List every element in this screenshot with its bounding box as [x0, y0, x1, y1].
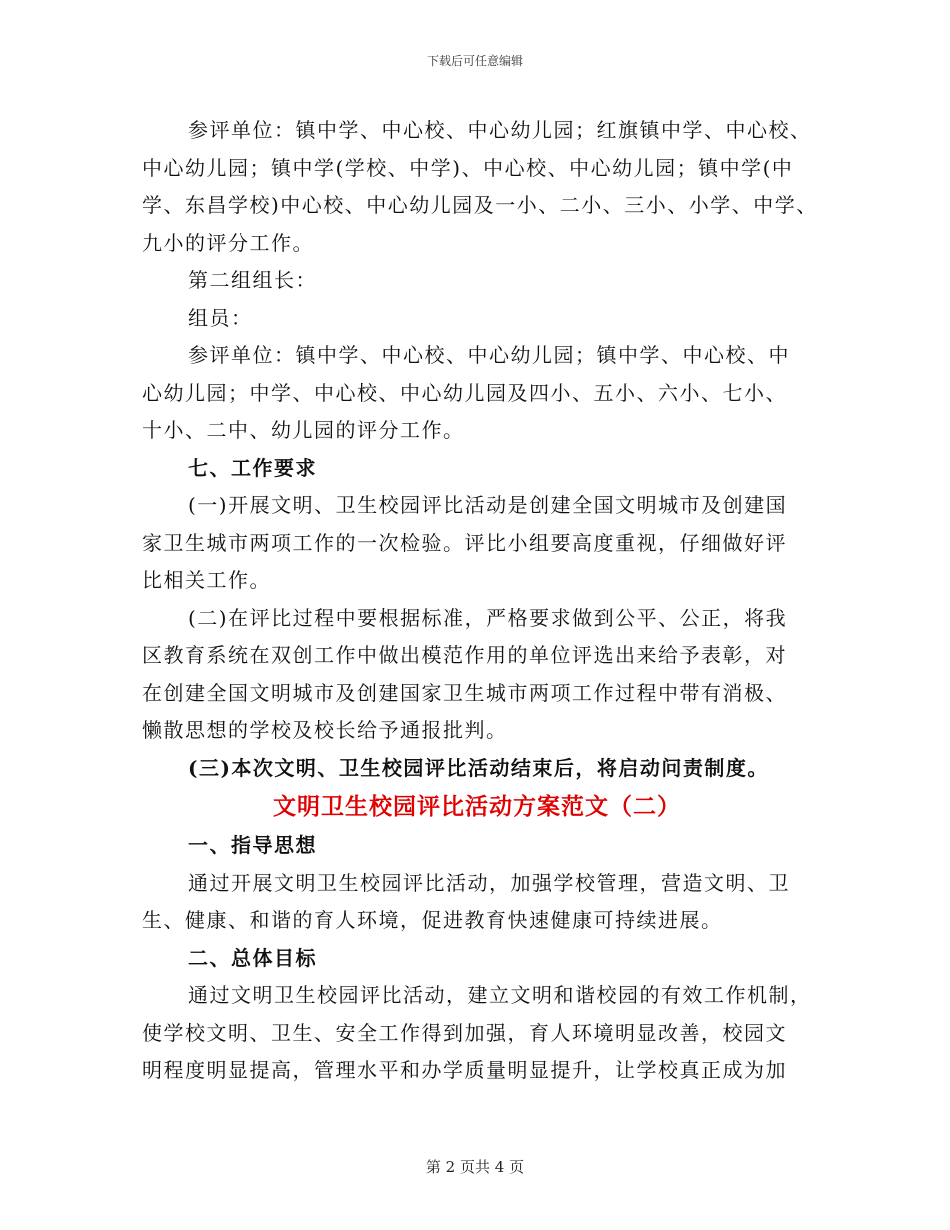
paragraph-line: 中心幼儿园；镇中学(学校、中学)、中心校、中心幼儿园；镇中学(中: [142, 155, 794, 180]
paragraph-line: 使学校文明、卫生、安全工作得到加强，育人环境明显改善，校园文: [142, 1020, 787, 1045]
paragraph-line: (二)在评比过程中要根据标准，严格要求做到公平、公正，将我: [188, 605, 788, 630]
section-heading: 七、工作要求: [188, 455, 317, 480]
paragraph-line: 九小的评分工作。: [142, 230, 314, 255]
group2-leader: 第二组组长：: [188, 268, 317, 292]
paragraph-line: 通过开展文明卫生校园评比活动，加强学校管理，营造文明、卫: [188, 870, 790, 895]
paragraph-line: 懒散思想的学校及校长给予通报批判。: [142, 718, 508, 742]
paragraph-line: 学、东昌学校)中心校、中心幼儿园及一小、二小、三小、小学、中学、: [142, 193, 818, 217]
paragraph-line: 比相关工作。: [142, 568, 271, 592]
document-title: 文明卫生校园评比活动方案范文（二）: [273, 793, 681, 820]
paragraph-line: 家卫生城市两项工作的一次检验。评比小组要高度重视，仔细做好评: [142, 530, 787, 555]
paragraph-line: 参评单位：镇中学、中心校、中心幼儿园；镇中学、中心校、中: [188, 343, 790, 367]
paragraph-line: 十小、二中、幼儿园的评分工作。: [142, 418, 465, 442]
section-heading: 一、指导思想: [188, 833, 317, 857]
paragraph-line: 在创建全国文明城市及创建国家卫生城市两项工作过程中带有消极、: [142, 680, 787, 705]
page-header: 下载后可任意编辑: [426, 54, 523, 68]
paragraph-line: (一)开展文明、卫生校园评比活动是创建全国文明城市及创建国: [188, 493, 788, 517]
paragraph-line: 心幼儿园；中学、中心校、中心幼儿园及四小、五小、六小、七小、: [142, 380, 787, 405]
page-footer: 第 2 页共 4 页: [425, 1158, 525, 1176]
group2-members: 组员：: [188, 305, 253, 330]
paragraph-line: (三)本次文明、卫生校园评比活动结束后，将启动问责制度。: [188, 755, 769, 780]
paragraph-line: 生、健康、和谐的育人环境，促进教育快速健康可持续进展。: [142, 908, 723, 932]
document-body: [142, 112, 822, 1090]
paragraph-line: 通过文明卫生校园评比活动，建立文明和谐校园的有效工作机制，: [188, 983, 812, 1007]
section-heading: 二、总体目标: [188, 945, 317, 970]
paragraph-line: 参评单位：镇中学、中心校、中心幼儿园；红旗镇中学、中心校、: [188, 118, 812, 142]
paragraph-line: 明程度明显提高，管理水平和办学质量明显提升，让学校真正成为加: [142, 1058, 787, 1082]
paragraph-line: 区教育系统在双创工作中做出模范作用的单位评选出来给予表彰，对: [142, 643, 787, 667]
